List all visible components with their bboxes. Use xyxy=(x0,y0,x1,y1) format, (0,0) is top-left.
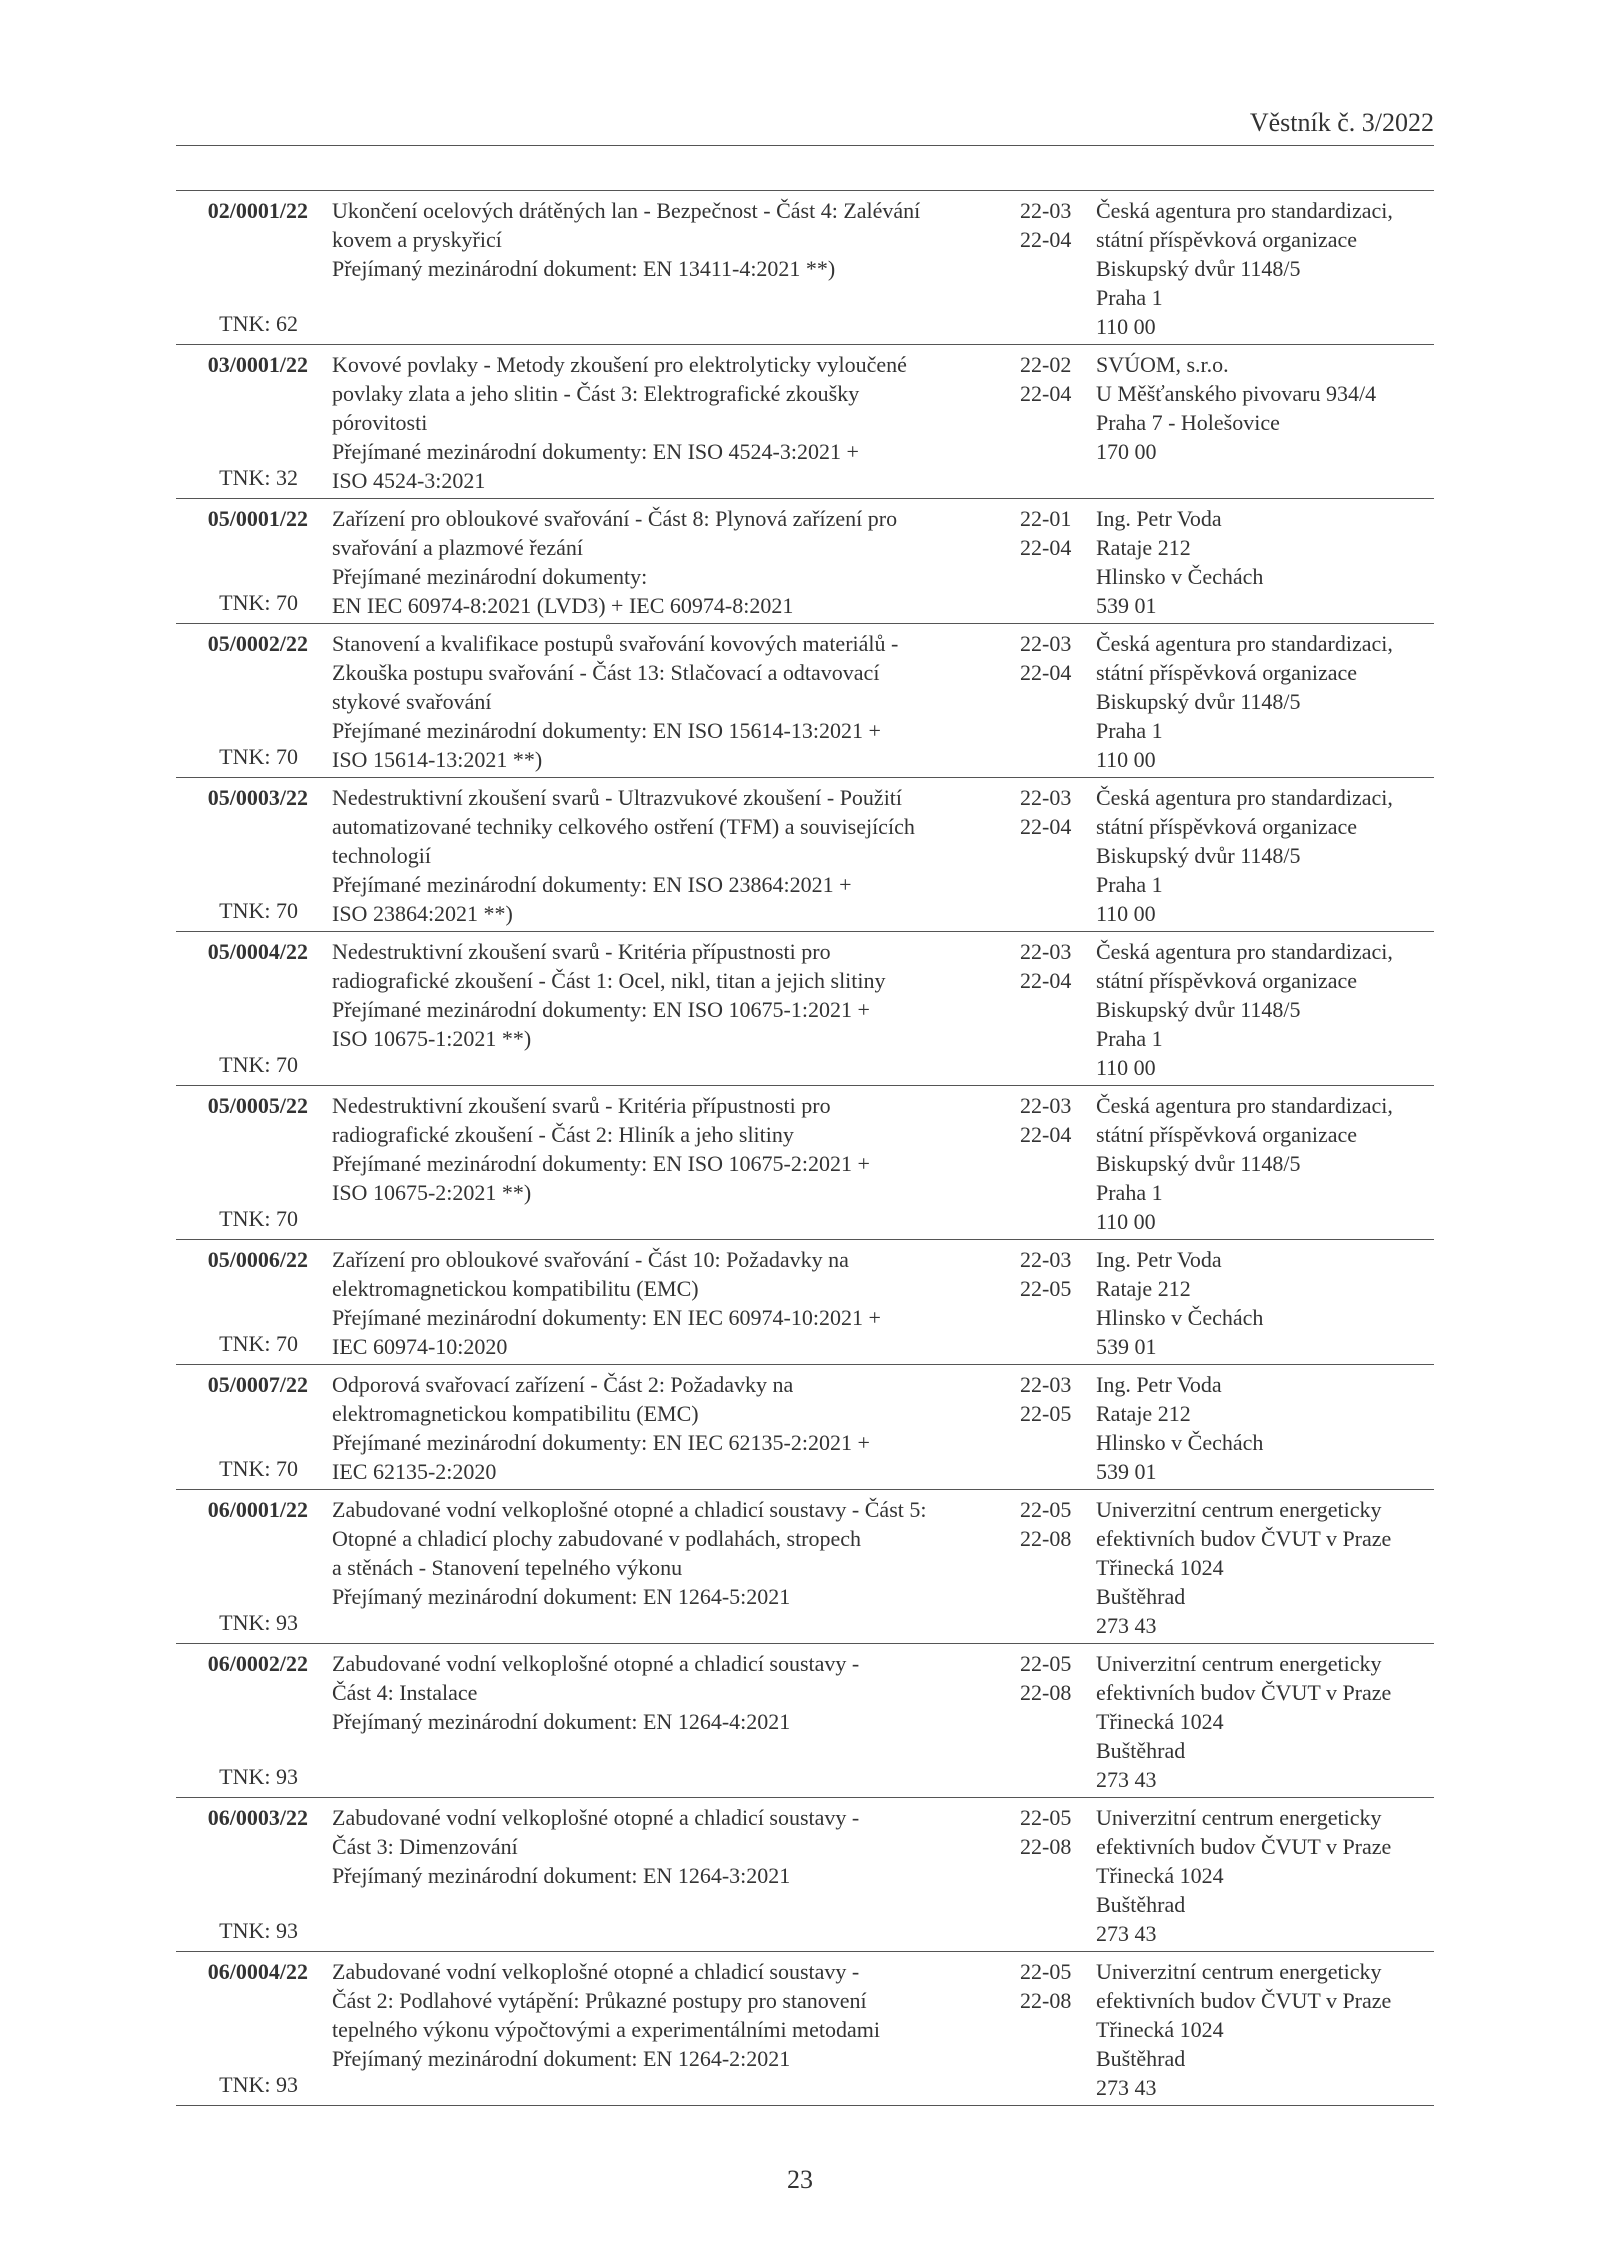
address-line: Univerzitní centrum energeticky xyxy=(1096,1497,1382,1522)
title-line: Stanovení a kvalifikace postupů svařování kovových materiálů - xyxy=(332,631,899,656)
address-line: efektivních budov ČVUT v Praze xyxy=(1096,1526,1392,1551)
table-row xyxy=(176,624,1434,778)
title-line: radiografické zkoušení - Část 1: Ocel, nikl, titan a jejich slitiny xyxy=(332,968,886,993)
title-line: Přejímané mezinárodní dokumenty: EN IEC 62135-2:2021 + xyxy=(332,1430,870,1455)
table-row xyxy=(176,1086,1434,1240)
row-address-cell xyxy=(1096,1649,1436,1794)
address-line: Biskupský dvůr 1148/5 xyxy=(1096,256,1301,281)
title-line: povlaky zlata a jeho slitin - Část 3: Elektrografické zkoušky xyxy=(332,381,860,406)
address-line: Třinecká 1024 xyxy=(1096,1863,1224,1888)
tnk-label: TNK: 70 xyxy=(219,1052,298,1077)
date-value: 22-02 xyxy=(1020,352,1072,377)
address-line: Třinecká 1024 xyxy=(1096,2017,1224,2042)
date-value: 22-04 xyxy=(1020,381,1072,406)
address-line: 539 01 xyxy=(1096,1459,1157,1484)
tnk-label: TNK: 93 xyxy=(219,1918,298,1943)
title-line: Nedestruktivní zkoušení svarů - Ultrazvukové zkoušení - Použití xyxy=(332,785,903,810)
date-value: 22-04 xyxy=(1020,814,1072,839)
address-line: Buštěhrad xyxy=(1096,1584,1186,1609)
tnk-label: TNK: 70 xyxy=(219,1331,298,1356)
title-line: Část 3: Dimenzování xyxy=(332,1834,518,1859)
row-address-cell xyxy=(1096,1803,1436,1948)
address-line: Ing. Petr Voda xyxy=(1096,1247,1222,1272)
row-dates-cell xyxy=(1020,1370,1082,1486)
title-line: ISO 10675-1:2021 **) xyxy=(332,1026,532,1051)
row-address-cell xyxy=(1096,504,1436,620)
table-row xyxy=(176,191,1434,345)
date-value: 22-05 xyxy=(1020,1805,1072,1830)
title-line: Přejímané mezinárodní dokumenty: EN ISO 10675-1:2021 + xyxy=(332,997,870,1022)
table-row xyxy=(176,499,1434,624)
row-title-cell xyxy=(332,1091,1006,1236)
document-code: 06/0004/22 xyxy=(207,1959,308,1984)
address-line: státní příspěvková organizace xyxy=(1096,1122,1358,1147)
title-line: Část 2: Podlahové vytápění: Průkazné postupy pro stanovení xyxy=(332,1988,867,2013)
date-value: 22-05 xyxy=(1020,1959,1072,1984)
address-line: Ing. Petr Voda xyxy=(1096,1372,1222,1397)
address-line: 539 01 xyxy=(1096,593,1157,618)
address-line: státní příspěvková organizace xyxy=(1096,660,1358,685)
title-line: Přejímaný mezinárodní dokument: EN 13411-4:2021 **) xyxy=(332,256,836,281)
address-line: U Měšťanského pivovaru 934/4 xyxy=(1096,381,1377,406)
date-value: 22-08 xyxy=(1020,1680,1072,1705)
tnk-label: TNK: 70 xyxy=(219,744,298,769)
row-dates-cell xyxy=(1020,504,1082,620)
title-line: automatizované techniky celkového ostření (TFM) a souvisejících xyxy=(332,814,915,839)
row-dates-cell xyxy=(1020,937,1082,1082)
address-line: Praha 1 xyxy=(1096,872,1163,897)
date-value: 22-01 xyxy=(1020,506,1072,531)
row-title-cell xyxy=(332,504,1006,620)
title-line: Přejímaný mezinárodní dokument: EN 1264-3:2021 xyxy=(332,1863,791,1888)
address-line: SVÚOM, s.r.o. xyxy=(1096,352,1229,377)
date-value: 22-03 xyxy=(1020,1093,1072,1118)
date-value: 22-05 xyxy=(1020,1651,1072,1676)
title-line: ISO 4524-3:2021 xyxy=(332,468,486,493)
address-line: 273 43 xyxy=(1096,1921,1157,1946)
address-line: 273 43 xyxy=(1096,1767,1157,1792)
address-line: Česká agentura pro standardizaci, xyxy=(1096,1093,1393,1118)
title-line: Přejímaný mezinárodní dokument: EN 1264-4:2021 xyxy=(332,1709,791,1734)
table-row xyxy=(176,1240,1434,1365)
tnk-label: TNK: 70 xyxy=(219,590,298,615)
title-line: Přejímané mezinárodní dokumenty: EN ISO 10675-2:2021 + xyxy=(332,1151,870,1176)
title-line: ISO 23864:2021 **) xyxy=(332,901,513,926)
address-line: 539 01 xyxy=(1096,1334,1157,1359)
document-code: 02/0001/22 xyxy=(207,198,308,223)
document-code: 06/0002/22 xyxy=(207,1651,308,1676)
row-code-cell xyxy=(176,783,308,928)
address-line: efektivních budov ČVUT v Praze xyxy=(1096,1988,1392,2013)
title-line: Kovové povlaky - Metody zkoušení pro elektrolyticky vyloučené xyxy=(332,352,907,377)
address-line: efektivních budov ČVUT v Praze xyxy=(1096,1680,1392,1705)
address-line: Biskupský dvůr 1148/5 xyxy=(1096,1151,1301,1176)
document-code: 05/0001/22 xyxy=(207,506,308,531)
title-line: pórovitosti xyxy=(332,410,428,435)
address-line: Buštěhrad xyxy=(1096,1892,1186,1917)
address-line: Praha 7 - Holešovice xyxy=(1096,410,1280,435)
address-line: Rataje 212 xyxy=(1096,1276,1191,1301)
title-line: tepelného výkonu výpočtovými a experimentálními metodami xyxy=(332,2017,881,2042)
tnk-label: TNK: 70 xyxy=(219,1456,298,1481)
table-row xyxy=(176,1365,1434,1490)
row-title-cell xyxy=(332,1649,1006,1794)
row-address-cell xyxy=(1096,1495,1436,1640)
address-line: Ing. Petr Voda xyxy=(1096,506,1222,531)
address-line: Třinecká 1024 xyxy=(1096,1555,1224,1580)
title-line: Přejímaný mezinárodní dokument: EN 1264-5:2021 xyxy=(332,1584,791,1609)
address-line: Buštěhrad xyxy=(1096,1738,1186,1763)
row-title-cell xyxy=(332,196,1006,341)
row-title-cell xyxy=(332,629,1006,774)
address-line: Praha 1 xyxy=(1096,1180,1163,1205)
row-title-cell xyxy=(332,1803,1006,1948)
row-title-cell xyxy=(332,1370,1006,1486)
title-line: ISO 10675-2:2021 **) xyxy=(332,1180,532,1205)
address-line: 170 00 xyxy=(1096,439,1157,464)
address-line: 110 00 xyxy=(1096,747,1156,772)
title-line: Přejímaný mezinárodní dokument: EN 1264-2:2021 xyxy=(332,2046,791,2071)
row-title-cell xyxy=(332,937,1006,1082)
table-row xyxy=(176,932,1434,1086)
address-line: Univerzitní centrum energeticky xyxy=(1096,1959,1382,1984)
date-value: 22-05 xyxy=(1020,1276,1072,1301)
row-code-cell xyxy=(176,504,308,620)
title-line: Nedestruktivní zkoušení svarů - Kritéria přípustnosti pro xyxy=(332,1093,831,1118)
document-code: 05/0005/22 xyxy=(207,1093,308,1118)
title-line: elektromagnetickou kompatibilitu (EMC) xyxy=(332,1401,699,1426)
title-line: kovem a pryskyřicí xyxy=(332,227,502,252)
title-line: svařování a plazmové řezání xyxy=(332,535,584,560)
row-dates-cell xyxy=(1020,629,1082,774)
address-line: Biskupský dvůr 1148/5 xyxy=(1096,689,1301,714)
row-title-cell xyxy=(332,1495,1006,1640)
date-value: 22-05 xyxy=(1020,1497,1072,1522)
row-address-cell xyxy=(1096,350,1436,495)
title-line: Zabudované vodní velkoplošné otopné a chladicí soustavy - xyxy=(332,1651,860,1676)
address-line: 273 43 xyxy=(1096,1613,1157,1638)
address-line: státní příspěvková organizace xyxy=(1096,814,1358,839)
document-code: 05/0003/22 xyxy=(207,785,308,810)
document-code: 05/0004/22 xyxy=(207,939,308,964)
table-row xyxy=(176,778,1434,932)
row-title-cell xyxy=(332,1245,1006,1361)
date-value: 22-03 xyxy=(1020,785,1072,810)
row-dates-cell xyxy=(1020,1245,1082,1361)
date-value: 22-04 xyxy=(1020,535,1072,560)
title-line: Odporová svařovací zařízení - Část 2: Požadavky na xyxy=(332,1372,794,1397)
row-dates-cell xyxy=(1020,1495,1082,1640)
date-value: 22-03 xyxy=(1020,1372,1072,1397)
table-row xyxy=(176,1952,1434,2106)
row-dates-cell xyxy=(1020,196,1082,341)
row-dates-cell xyxy=(1020,1091,1082,1236)
title-line: technologií xyxy=(332,843,431,868)
row-address-cell xyxy=(1096,937,1436,1082)
date-value: 22-08 xyxy=(1020,1526,1072,1551)
address-line: Hlinsko v Čechách xyxy=(1096,564,1264,589)
tnk-label: TNK: 70 xyxy=(219,1206,298,1231)
title-line: Přejímané mezinárodní dokumenty: EN ISO 4524-3:2021 + xyxy=(332,439,859,464)
row-title-cell xyxy=(332,1957,1006,2102)
document-code: 05/0007/22 xyxy=(207,1372,308,1397)
address-line: Česká agentura pro standardizaci, xyxy=(1096,785,1393,810)
tnk-label: TNK: 32 xyxy=(219,465,298,490)
address-line: Česká agentura pro standardizaci, xyxy=(1096,198,1393,223)
title-line: ISO 15614-13:2021 **) xyxy=(332,747,543,772)
title-line: elektromagnetickou kompatibilitu (EMC) xyxy=(332,1276,699,1301)
row-dates-cell xyxy=(1020,783,1082,928)
address-line: Univerzitní centrum energeticky xyxy=(1096,1651,1382,1676)
address-line: Česká agentura pro standardizaci, xyxy=(1096,631,1393,656)
date-value: 22-03 xyxy=(1020,198,1072,223)
date-value: 22-08 xyxy=(1020,1988,1072,2013)
row-code-cell xyxy=(176,629,308,774)
row-code-cell xyxy=(176,1957,308,2102)
title-line: IEC 60974-10:2020 xyxy=(332,1334,508,1359)
document-code: 05/0002/22 xyxy=(207,631,308,656)
address-line: 110 00 xyxy=(1096,1055,1156,1080)
table-row xyxy=(176,345,1434,499)
address-line: Praha 1 xyxy=(1096,718,1163,743)
date-value: 22-04 xyxy=(1020,227,1072,252)
address-line: 110 00 xyxy=(1096,1209,1156,1234)
row-address-cell xyxy=(1096,1957,1436,2102)
row-address-cell xyxy=(1096,1370,1436,1486)
page-number: 23 xyxy=(787,2165,813,2194)
row-title-cell xyxy=(332,783,1006,928)
title-line: Přejímané mezinárodní dokumenty: EN IEC 60974-10:2021 + xyxy=(332,1305,881,1330)
row-dates-cell xyxy=(1020,1649,1082,1794)
title-line: Přejímané mezinárodní dokumenty: xyxy=(332,564,648,589)
title-line: a stěnách - Stanovení tepelného výkonu xyxy=(332,1555,683,1580)
address-line: Biskupský dvůr 1148/5 xyxy=(1096,843,1301,868)
address-line: Česká agentura pro standardizaci, xyxy=(1096,939,1393,964)
address-line: 110 00 xyxy=(1096,901,1156,926)
row-address-cell xyxy=(1096,629,1436,774)
document-code: 06/0003/22 xyxy=(207,1805,308,1830)
row-code-cell xyxy=(176,1803,308,1948)
title-line: IEC 62135-2:2020 xyxy=(332,1459,497,1484)
address-line: Rataje 212 xyxy=(1096,1401,1191,1426)
title-line: Nedestruktivní zkoušení svarů - Kritéria přípustnosti pro xyxy=(332,939,831,964)
tnk-label: TNK: 93 xyxy=(219,1610,298,1635)
title-line: Přejímané mezinárodní dokumenty: EN ISO 15614-13:2021 + xyxy=(332,718,881,743)
date-value: 22-03 xyxy=(1020,631,1072,656)
address-line: státní příspěvková organizace xyxy=(1096,968,1358,993)
row-code-cell xyxy=(176,1245,308,1361)
title-line: Zařízení pro obloukové svařování - Část 10: Požadavky na xyxy=(332,1247,849,1272)
date-value: 22-05 xyxy=(1020,1401,1072,1426)
row-title-cell xyxy=(332,350,1006,495)
title-line: Otopné a chladicí plochy zabudované v podlahách, stropech xyxy=(332,1526,862,1551)
title-line: stykové svařování xyxy=(332,689,492,714)
title-line: EN IEC 60974-8:2021 (LVD3) + IEC 60974-8:2021 xyxy=(332,593,794,618)
table-row xyxy=(176,1798,1434,1952)
row-address-cell xyxy=(1096,1245,1436,1361)
tnk-label: TNK: 93 xyxy=(219,1764,298,1789)
row-code-cell xyxy=(176,1495,308,1640)
row-code-cell xyxy=(176,350,308,495)
title-line: Zabudované vodní velkoplošné otopné a chladicí soustavy - xyxy=(332,1959,860,1984)
tnk-label: TNK: 93 xyxy=(219,2072,298,2097)
date-value: 22-04 xyxy=(1020,660,1072,685)
row-code-cell xyxy=(176,1091,308,1236)
date-value: 22-03 xyxy=(1020,1247,1072,1272)
address-line: Hlinsko v Čechách xyxy=(1096,1430,1264,1455)
row-code-cell xyxy=(176,937,308,1082)
page-header-title: Věstník č. 3/2022 xyxy=(1249,108,1434,137)
date-value: 22-04 xyxy=(1020,1122,1072,1147)
row-address-cell xyxy=(1096,196,1436,341)
header-rule xyxy=(176,145,1434,146)
row-address-cell xyxy=(1096,783,1436,928)
table-row xyxy=(176,1490,1434,1644)
date-value: 22-03 xyxy=(1020,939,1072,964)
title-line: Zabudované vodní velkoplošné otopné a chladicí soustavy - xyxy=(332,1805,860,1830)
address-line: Praha 1 xyxy=(1096,285,1163,310)
row-dates-cell xyxy=(1020,1957,1082,2102)
title-line: Zkouška postupu svařování - Část 13: Stlačovací a odtavovací xyxy=(332,660,880,685)
address-line: Hlinsko v Čechách xyxy=(1096,1305,1264,1330)
document-code: 05/0006/22 xyxy=(207,1247,308,1272)
address-line: Rataje 212 xyxy=(1096,535,1191,560)
address-line: Třinecká 1024 xyxy=(1096,1709,1224,1734)
row-dates-cell xyxy=(1020,350,1082,495)
document-code: 03/0001/22 xyxy=(207,352,308,377)
address-line: efektivních budov ČVUT v Praze xyxy=(1096,1834,1392,1859)
date-value: 22-04 xyxy=(1020,968,1072,993)
address-line: Buštěhrad xyxy=(1096,2046,1186,2071)
address-line: Biskupský dvůr 1148/5 xyxy=(1096,997,1301,1022)
date-value: 22-08 xyxy=(1020,1834,1072,1859)
title-line: Zařízení pro obloukové svařování - Část 8: Plynová zařízení pro xyxy=(332,506,898,531)
tnk-label: TNK: 70 xyxy=(219,898,298,923)
row-code-cell xyxy=(176,196,308,341)
address-line: 273 43 xyxy=(1096,2075,1157,2100)
row-address-cell xyxy=(1096,1091,1436,1236)
row-code-cell xyxy=(176,1370,308,1486)
title-line: Část 4: Instalace xyxy=(332,1680,478,1705)
standards-table xyxy=(176,190,1434,2106)
title-line: Zabudované vodní velkoplošné otopné a chladicí soustavy - Část 5: xyxy=(332,1497,927,1522)
title-line: Přejímané mezinárodní dokumenty: EN ISO 23864:2021 + xyxy=(332,872,852,897)
address-line: 110 00 xyxy=(1096,314,1156,339)
address-line: Univerzitní centrum energeticky xyxy=(1096,1805,1382,1830)
row-code-cell xyxy=(176,1649,308,1794)
tnk-label: TNK: 62 xyxy=(219,311,298,336)
address-line: státní příspěvková organizace xyxy=(1096,227,1358,252)
row-dates-cell xyxy=(1020,1803,1082,1948)
table-row xyxy=(176,1644,1434,1798)
title-line: radiografické zkoušení - Část 2: Hliník a jeho slitiny xyxy=(332,1122,794,1147)
address-line: Praha 1 xyxy=(1096,1026,1163,1051)
document-code: 06/0001/22 xyxy=(207,1497,308,1522)
title-line: Ukončení ocelových drátěných lan - Bezpečnost - Část 4: Zalévání xyxy=(332,198,921,223)
